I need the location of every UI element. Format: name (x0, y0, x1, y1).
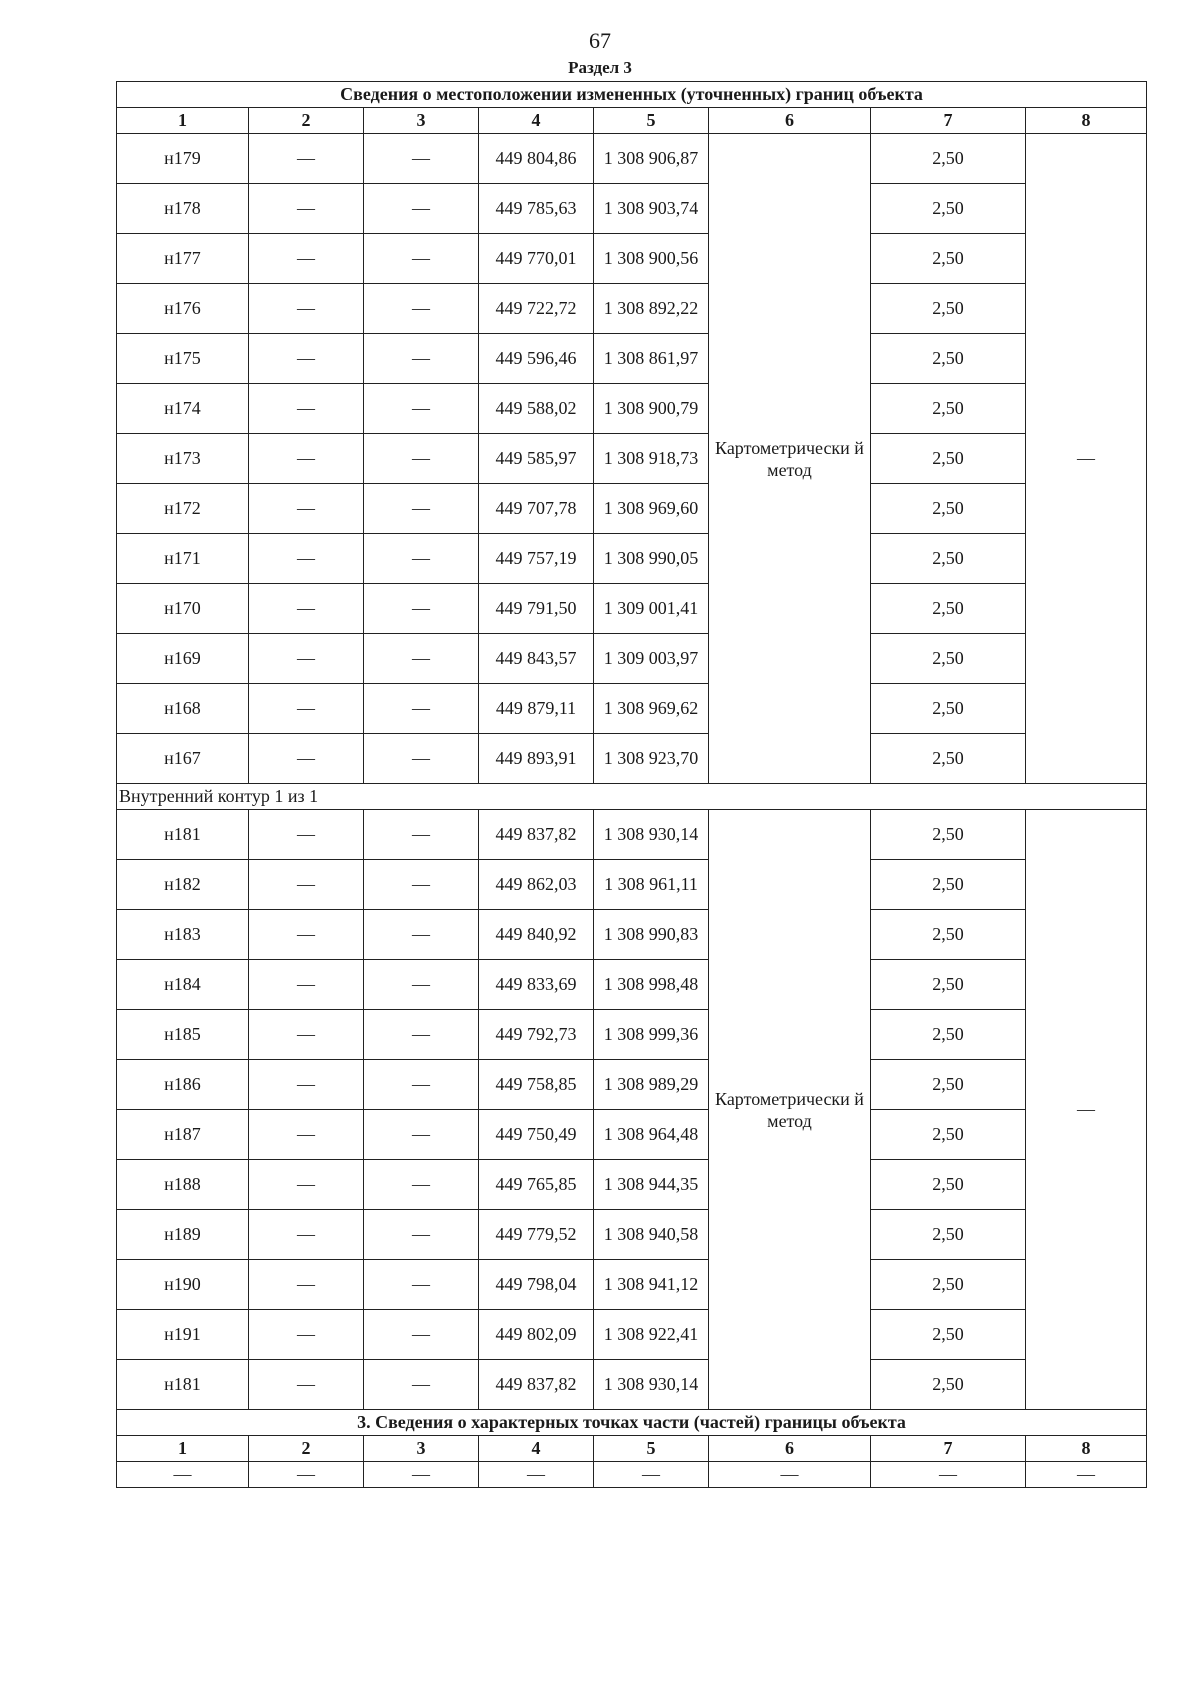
accuracy: 2,50 (871, 810, 1026, 860)
coord-y: 1 309 001,41 (594, 584, 709, 634)
table-row (117, 434, 1147, 484)
col2-dash: — (249, 684, 364, 734)
table-row (117, 1360, 1147, 1410)
coord-x: 449 596,46 (479, 334, 594, 384)
col2-dash: — (249, 1260, 364, 1310)
table-row (117, 234, 1147, 284)
col3-dash: — (364, 1010, 479, 1060)
point-id: н170 (117, 584, 249, 634)
accuracy: 2,50 (871, 634, 1026, 684)
coord-y: 1 308 944,35 (594, 1160, 709, 1210)
coord-x: 449 879,11 (479, 684, 594, 734)
table-row (117, 1160, 1147, 1210)
coord-x: 449 779,52 (479, 1210, 594, 1260)
coord-x: 449 770,01 (479, 234, 594, 284)
coord-x: 449 833,69 (479, 960, 594, 1010)
point-id: н187 (117, 1110, 249, 1160)
accuracy: 2,50 (871, 1110, 1026, 1160)
col2-dash: — (249, 860, 364, 910)
coord-y: 1 308 892,22 (594, 284, 709, 334)
coord-x: 449 798,04 (479, 1260, 594, 1310)
accuracy: 2,50 (871, 484, 1026, 534)
column-header-row (117, 108, 1147, 134)
col3-dash: — (364, 134, 479, 184)
parts-cell: — (364, 1462, 479, 1488)
table-row (117, 184, 1147, 234)
section-label: Раздел 3 (568, 58, 632, 77)
table-row (117, 960, 1147, 1010)
column-header: 4 (479, 108, 594, 134)
table-row (117, 584, 1147, 634)
coord-y: 1 308 969,62 (594, 684, 709, 734)
accuracy: 2,50 (871, 184, 1026, 234)
point-id: н169 (117, 634, 249, 684)
col2-dash: — (249, 1110, 364, 1160)
accuracy: 2,50 (871, 684, 1026, 734)
col2-dash: — (249, 484, 364, 534)
parts-column-header: 4 (479, 1436, 594, 1462)
coord-x: 449 804,86 (479, 134, 594, 184)
table-row (117, 910, 1147, 960)
point-id: н186 (117, 1060, 249, 1110)
coord-x: 449 840,92 (479, 910, 594, 960)
accuracy: 2,50 (871, 960, 1026, 1010)
coord-y: 1 308 900,79 (594, 384, 709, 434)
col2-dash: — (249, 1160, 364, 1210)
parts-column-header: 2 (249, 1436, 364, 1462)
point-id: н168 (117, 684, 249, 734)
parts-cell: — (479, 1462, 594, 1488)
col2-dash: — (249, 1010, 364, 1060)
coord-x: 449 802,09 (479, 1310, 594, 1360)
col2-dash: — (249, 334, 364, 384)
table-row (117, 1310, 1147, 1360)
col3-dash: — (364, 910, 479, 960)
coord-y: 1 308 990,83 (594, 910, 709, 960)
table-row (117, 860, 1147, 910)
col2-dash: — (249, 734, 364, 784)
coord-y: 1 308 964,48 (594, 1110, 709, 1160)
point-id: н174 (117, 384, 249, 434)
column-header: 3 (364, 108, 479, 134)
col2-dash: — (249, 810, 364, 860)
table-row (117, 284, 1147, 334)
coord-y: 1 308 969,60 (594, 484, 709, 534)
coord-y: 1 308 998,48 (594, 960, 709, 1010)
point-id: н182 (117, 860, 249, 910)
point-id: н191 (117, 1310, 249, 1360)
accuracy: 2,50 (871, 284, 1026, 334)
parts-cell: — (1026, 1462, 1147, 1488)
col8-cell: — (1026, 810, 1147, 1410)
coord-y: 1 308 923,70 (594, 734, 709, 784)
col3-dash: — (364, 1210, 479, 1260)
coord-x: 449 837,82 (479, 1360, 594, 1410)
coord-x: 449 837,82 (479, 810, 594, 860)
col2-dash: — (249, 384, 364, 434)
col3-dash: — (364, 810, 479, 860)
column-header: 8 (1026, 108, 1147, 134)
accuracy: 2,50 (871, 1260, 1026, 1310)
accuracy: 2,50 (871, 1310, 1026, 1360)
col3-dash: — (364, 384, 479, 434)
coord-y: 1 309 003,97 (594, 634, 709, 684)
col3-dash: — (364, 334, 479, 384)
accuracy: 2,50 (871, 860, 1026, 910)
point-id: н176 (117, 284, 249, 334)
point-id: н183 (117, 910, 249, 960)
coord-x: 449 585,97 (479, 434, 594, 484)
table-row (117, 1060, 1147, 1110)
coord-x: 449 843,57 (479, 634, 594, 684)
coord-y: 1 308 918,73 (594, 434, 709, 484)
col2-dash: — (249, 634, 364, 684)
accuracy: 2,50 (871, 534, 1026, 584)
col2-dash: — (249, 1360, 364, 1410)
table-row (117, 1110, 1147, 1160)
coord-x: 449 758,85 (479, 1060, 594, 1110)
col2-dash: — (249, 910, 364, 960)
col2-dash: — (249, 234, 364, 284)
col2-dash: — (249, 1210, 364, 1260)
table-row (117, 134, 1147, 184)
col3-dash: — (364, 534, 479, 584)
coord-x: 449 792,73 (479, 1010, 594, 1060)
coord-y: 1 308 999,36 (594, 1010, 709, 1060)
point-id: н181 (117, 810, 249, 860)
parts-cell: — (249, 1462, 364, 1488)
col2-dash: — (249, 184, 364, 234)
table-row (117, 534, 1147, 584)
parts-row (117, 1462, 1147, 1488)
col3-dash: — (364, 684, 479, 734)
point-id: н184 (117, 960, 249, 1010)
col3-dash: — (364, 284, 479, 334)
col3-dash: — (364, 1160, 479, 1210)
col2-dash: — (249, 434, 364, 484)
parts-column-header: 8 (1026, 1436, 1147, 1462)
point-id: н181 (117, 1360, 249, 1410)
table-row (117, 734, 1147, 784)
coord-y: 1 308 903,74 (594, 184, 709, 234)
point-id: н189 (117, 1210, 249, 1260)
point-id: н178 (117, 184, 249, 234)
parts-column-header: 1 (117, 1436, 249, 1462)
coord-y: 1 308 861,97 (594, 334, 709, 384)
col2-dash: — (249, 1060, 364, 1110)
parts-column-header: 5 (594, 1436, 709, 1462)
parts-cell: — (594, 1462, 709, 1488)
parts-title-row (117, 1410, 1147, 1436)
table-row (117, 384, 1147, 434)
table-title-row (117, 82, 1147, 108)
coord-y: 1 308 941,12 (594, 1260, 709, 1310)
coord-x: 449 791,50 (479, 584, 594, 634)
point-id: н175 (117, 334, 249, 384)
accuracy: 2,50 (871, 234, 1026, 284)
point-id: н190 (117, 1260, 249, 1310)
parts-cell: — (871, 1462, 1026, 1488)
table-row (117, 684, 1147, 734)
coord-y: 1 308 989,29 (594, 1060, 709, 1110)
inner-contour-label: Внутренний контур 1 из 1 (117, 784, 1147, 810)
col2-dash: — (249, 584, 364, 634)
col3-dash: — (364, 960, 479, 1010)
accuracy: 2,50 (871, 1360, 1026, 1410)
method-cell: Картометрически й метод (709, 810, 871, 1410)
coord-x: 449 785,63 (479, 184, 594, 234)
accuracy: 2,50 (871, 434, 1026, 484)
coord-x: 449 757,19 (479, 534, 594, 584)
table-row (117, 1260, 1147, 1310)
col2-dash: — (249, 534, 364, 584)
accuracy: 2,50 (871, 1010, 1026, 1060)
coord-y: 1 308 930,14 (594, 1360, 709, 1410)
parts-cell: — (709, 1462, 871, 1488)
table-row (117, 1010, 1147, 1060)
column-header: 6 (709, 108, 871, 134)
accuracy: 2,50 (871, 134, 1026, 184)
col3-dash: — (364, 584, 479, 634)
col3-dash: — (364, 1310, 479, 1360)
point-id: н179 (117, 134, 249, 184)
col3-dash: — (364, 484, 479, 534)
accuracy: 2,50 (871, 1210, 1026, 1260)
coord-x: 449 893,91 (479, 734, 594, 784)
coord-y: 1 308 906,87 (594, 134, 709, 184)
col3-dash: — (364, 1260, 479, 1310)
col3-dash: — (364, 1060, 479, 1110)
col3-dash: — (364, 1360, 479, 1410)
column-header: 5 (594, 108, 709, 134)
page-number: 67 (589, 28, 611, 53)
col3-dash: — (364, 734, 479, 784)
coord-x: 449 588,02 (479, 384, 594, 434)
table-title: Сведения о местоположении измененных (уточненных) границ объекта (117, 82, 1147, 108)
inner-contour-row (117, 784, 1147, 810)
accuracy: 2,50 (871, 1160, 1026, 1210)
point-id: н188 (117, 1160, 249, 1210)
point-id: н167 (117, 734, 249, 784)
column-header: 2 (249, 108, 364, 134)
coord-y: 1 308 900,56 (594, 234, 709, 284)
parts-column-header: 7 (871, 1436, 1026, 1462)
coord-x: 449 707,78 (479, 484, 594, 534)
parts-cell: — (117, 1462, 249, 1488)
coord-y: 1 308 990,05 (594, 534, 709, 584)
point-id: н177 (117, 234, 249, 284)
column-header: 1 (117, 108, 249, 134)
accuracy: 2,50 (871, 734, 1026, 784)
table-row (117, 810, 1147, 860)
boundary-table (116, 81, 1147, 1488)
coord-x: 449 862,03 (479, 860, 594, 910)
accuracy: 2,50 (871, 334, 1026, 384)
point-id: н185 (117, 1010, 249, 1060)
accuracy: 2,50 (871, 910, 1026, 960)
col3-dash: — (364, 634, 479, 684)
point-id: н171 (117, 534, 249, 584)
method-cell: Картометрически й метод (709, 134, 871, 784)
parts-title: 3. Сведения о характерных точках части (частей) границы объекта (117, 1410, 1147, 1436)
accuracy: 2,50 (871, 584, 1026, 634)
col3-dash: — (364, 1110, 479, 1160)
coord-y: 1 308 961,11 (594, 860, 709, 910)
parts-column-header: 3 (364, 1436, 479, 1462)
col3-dash: — (364, 234, 479, 284)
col3-dash: — (364, 434, 479, 484)
column-header: 7 (871, 108, 1026, 134)
point-id: н173 (117, 434, 249, 484)
col2-dash: — (249, 960, 364, 1010)
point-id: н172 (117, 484, 249, 534)
coord-x: 449 722,72 (479, 284, 594, 334)
coord-x: 449 765,85 (479, 1160, 594, 1210)
col8-cell: — (1026, 134, 1147, 784)
col2-dash: — (249, 1310, 364, 1360)
coord-y: 1 308 940,58 (594, 1210, 709, 1260)
coord-x: 449 750,49 (479, 1110, 594, 1160)
coord-y: 1 308 922,41 (594, 1310, 709, 1360)
table-row (117, 1210, 1147, 1260)
parts-column-header: 6 (709, 1436, 871, 1462)
col3-dash: — (364, 860, 479, 910)
col2-dash: — (249, 284, 364, 334)
table-row (117, 484, 1147, 534)
col2-dash: — (249, 134, 364, 184)
parts-header-row (117, 1436, 1147, 1462)
accuracy: 2,50 (871, 384, 1026, 434)
table-row (117, 334, 1147, 384)
table-row (117, 634, 1147, 684)
col3-dash: — (364, 184, 479, 234)
accuracy: 2,50 (871, 1060, 1026, 1110)
coord-y: 1 308 930,14 (594, 810, 709, 860)
